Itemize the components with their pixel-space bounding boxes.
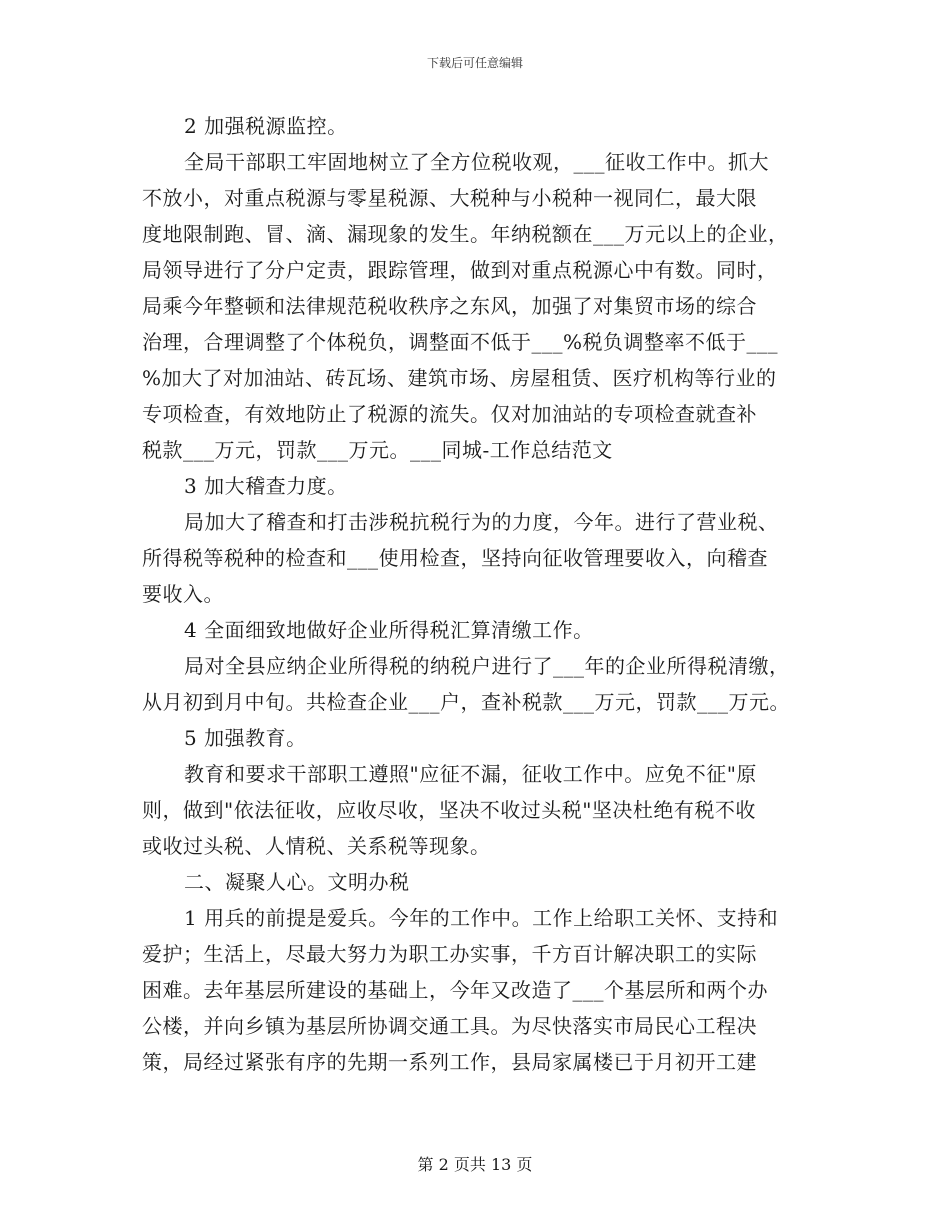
- text-line: 或收过头税、人情税、关系税等现象。: [142, 834, 491, 858]
- text-line: 1 用兵的前提是爱兵。今年的工作中。工作上给职工关怀、支持和: [184, 906, 779, 930]
- text-line: 2 加强税源监控。: [184, 114, 348, 138]
- text-line: 策，局经过紧张有序的先期一系列工作，县局家属楼已于月初开工建: [142, 1050, 757, 1074]
- text-line: 治理，合理调整了个体税负，调整面不低于___%税负调整率不低于___: [142, 330, 779, 354]
- text-line: 税款___万元，罚款___万元。___同城-工作总结范文: [142, 438, 613, 462]
- text-line: 则，做到"依法征收，应收尽收，坚决不收过头税"坚决杜绝有税不收: [142, 798, 756, 822]
- document-body: [142, 108, 822, 1080]
- text-line: 二、凝聚人心。文明办税: [184, 870, 410, 894]
- text-line: 度地限制跑、冒、滴、漏现象的发生。年纳税额在___万元以上的企业，: [142, 222, 789, 246]
- text-line: 所得税等税种的检查和___使用检查，坚持向征收管理要收入，向稽查: [142, 546, 768, 570]
- text-line: 局对全县应纳企业所得税的纳税户进行了___年的企业所得税清缴，: [184, 654, 790, 678]
- text-line: 4 全面细致地做好企业所得税汇算清缴工作。: [184, 618, 594, 642]
- page-number: 第 2 页共 13 页: [417, 1155, 533, 1174]
- text-line: 局乘今年整顿和法律规范税收秩序之东风，加强了对集贸市场的综合: [142, 294, 757, 318]
- text-line: 3 加大稽查力度。: [184, 474, 348, 498]
- text-line: 全局干部职工牢固地树立了全方位税收观，___征收工作中。抓大: [184, 150, 769, 174]
- text-line: 局加大了稽查和打击涉税抗税行为的力度，今年。进行了营业税、: [184, 510, 779, 534]
- header-note: 下载后可任意编辑: [426, 56, 523, 70]
- text-line: 公楼，并向乡镇为基层所协调交通工具。为尽快落实市局民心工程决: [142, 1014, 757, 1038]
- text-line: 困难。去年基层所建设的基础上，今年又改造了___个基层所和两个办: [142, 978, 768, 1002]
- text-line: 教育和要求干部职工遵照"应征不漏，征收工作中。应免不征"原: [184, 762, 757, 786]
- text-line: 从月初到月中旬。共检查企业___户，查补税款___万元，罚款___万元。: [142, 690, 790, 714]
- text-line: 专项检查，有效地防止了税源的流失。仅对加油站的专项检查就查补: [142, 402, 757, 426]
- text-line: 不放小，对重点税源与零星税源、大税种与小税种一视同仁，最大限: [142, 186, 757, 210]
- text-line: 局领导进行了分户定责，跟踪管理，做到对重点税源心中有数。同时，: [142, 258, 778, 282]
- text-line: %加大了对加油站、砖瓦场、建筑市场、房屋租赁、医疗机构等行业的: [142, 366, 777, 390]
- text-line: 要收入。: [142, 582, 224, 606]
- text-line: 爱护；生活上，尽最大努力为职工办实事，千方百计解决职工的实际: [142, 942, 757, 966]
- text-line: 5 加强教育。: [184, 726, 307, 750]
